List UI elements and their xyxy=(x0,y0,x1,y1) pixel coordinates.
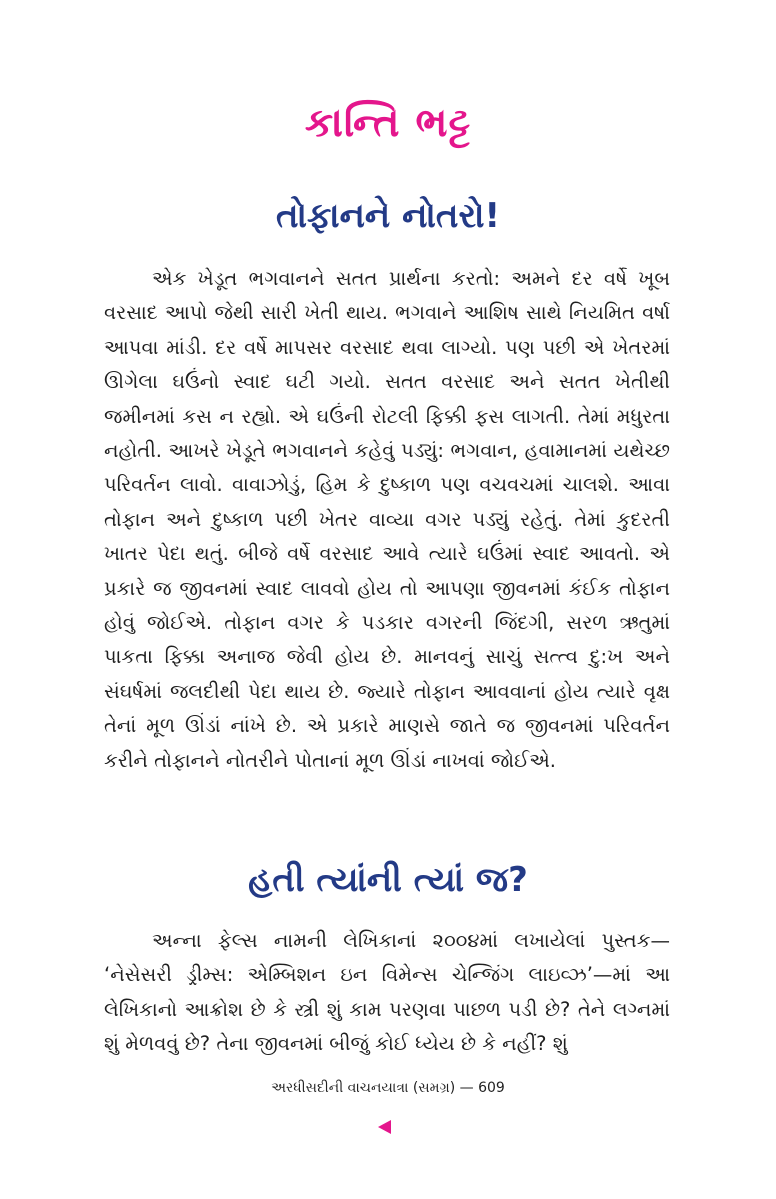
page-footer: અરધીસદીની વાચનયાત્રા (સમગ્ર) — 609 xyxy=(271,1080,505,1096)
previous-page-icon[interactable] xyxy=(378,1120,391,1134)
section-title-2: હતી ત્યાંની ત્યાં જ? xyxy=(248,860,528,900)
author-name: કાન્તિ ભટ્ટ xyxy=(304,100,472,146)
section-title-1: તોફાનને નોતરો! xyxy=(275,196,501,236)
section-paragraph-2: અન્ના ફેલ્સ નામની લેખિકાનાં ૨૦૦૪માં લખાયેલાં પુસ્તક— ‘નેસેસરી ડ્રીમ્સ: એમ્બિશન ઇન વિમેન્સ ચેન્જિંગ લાઇવ્ઝ’—માં આ લેખિકાનો આક્રોશ છે કે સ્ત્રી શું કામ પરણવા પાછળ પડી છે? તેને લગ્નમાં શું મેળવવું છે? તેના જીવનમાં બીજું કોઈ ધ્યેય છે કે નહીં? શું xyxy=(104,929,670,1056)
section-paragraph-1: એક ખેડૂત ભગવાનને સતત પ્રાર્થના કરતો: અમને દર વર્ષે ખૂબ વરસાદ આપો જેથી સારી ખેતી થાય. ભગવાને આશિષ સાથે નિયમિત વર્ષા આપવા માંડી. દર વર્ષે માપસર વરસાદ થવા લાગ્યો. પણ પછી એ ખેતરમાં ઊગેલા ઘઉંનો સ્વાદ ઘટી ગયો. સતત વરસાદ અને સતત ખેતીથી જમીનમાં કસ ન રહ્યો. એ ઘઉંની રોટલી ફિક્કી ફસ લાગતી. તેમાં મધુરતા નહોતી. આખરે ખેડૂતે ભગવાનને કહેવું પડ્યું: ભગવાન, હવામાનમાં યથેચ્છ પરિવર્તન લાવો. વાવાઝોડું, હિમ કે દુષ્કાળ પણ વચવચમાં ચાલશે. આવા તોફાન અને દુષ્કાળ પછી ખેતર વાવ્યા વગર પડ્યું રહેતું. તેમાં કુદરતી ખાતર પેદા થતું. બીજે વર્ષે વરસાદ આવે ત્યારે ઘઉંમાં સ્વાદ આવતો. એ પ્રકારે જ જીવનમાં સ્વાદ લાવવો હોય તો આપણા જીવનમાં કંઈક તોફાન હોવું જોઈએ. તોફાન વગર કે પડકાર વગરની જિંદગી, સરળ ઋતુમાં પાકતા ફિક્કા અનાજ જેવી હોય છે. માનવનું સાચું સત્ત્વ દુ:ખ અને સંઘર્ષમાં જલદીથી પેદા થાય છે. જ્યારે તોફાન આવવાનાં હોય ત્યારે વૃક્ષ તેનાં મૂળ ઊંડાં નાંખે છે. એ પ્રકારે માણસે જાતે જ જીવનમાં પરિવર્તન કરીને તોફાનને નોતરીને પોતાનાં મૂળ ઊંડાં નાખવાં જોઈએ. xyxy=(104,267,670,772)
